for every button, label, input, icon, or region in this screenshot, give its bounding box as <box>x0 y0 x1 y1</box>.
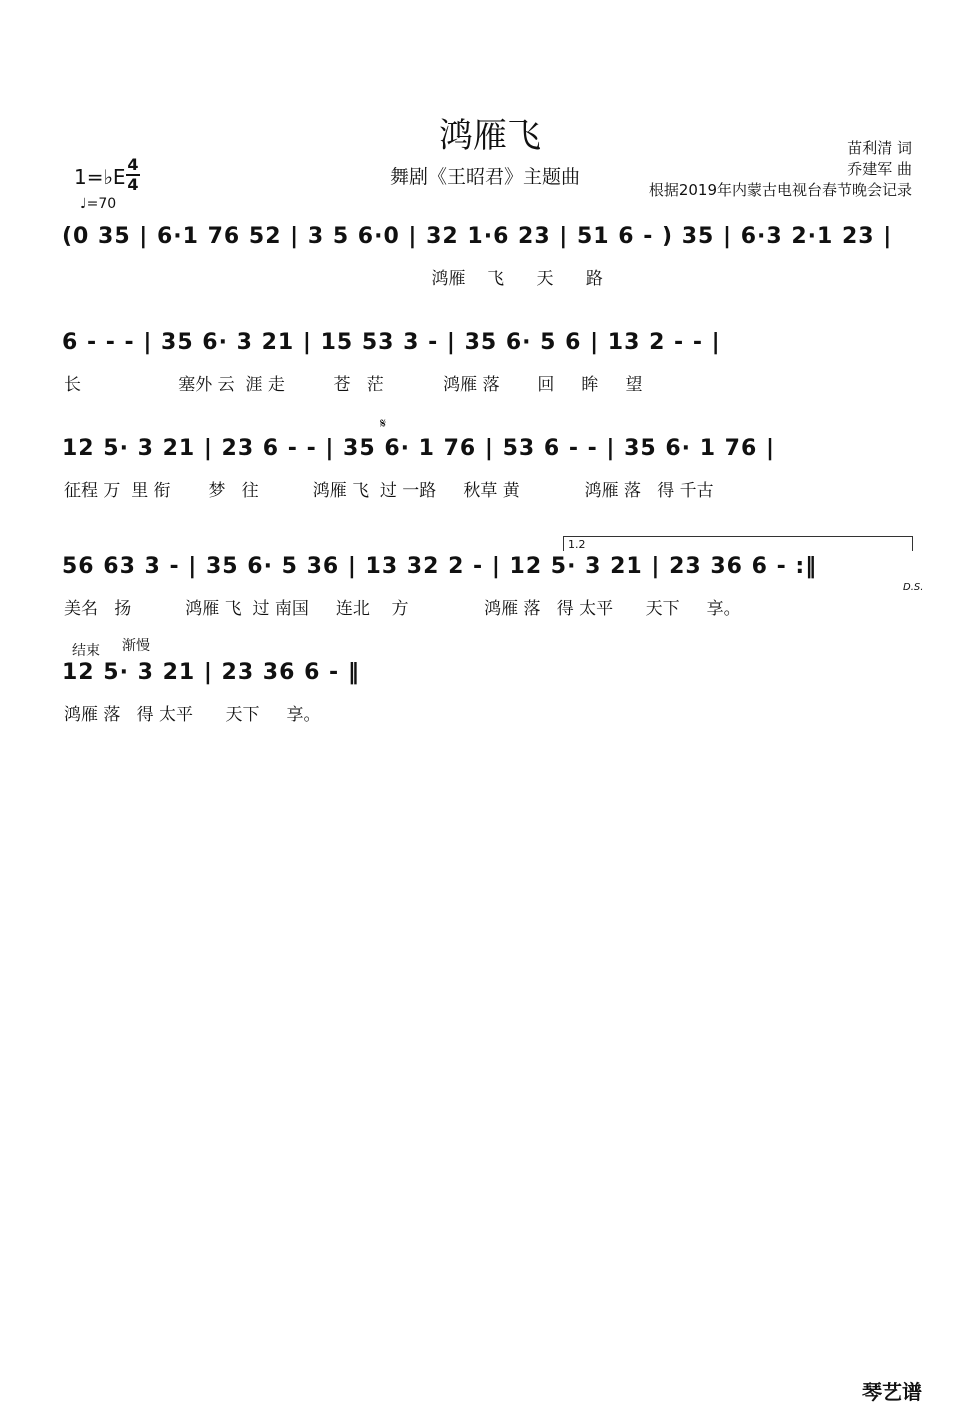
end-mark: 结束 <box>72 643 100 659</box>
music-row-1: (0 35 | 6·1 76 52 | 3 5 6·0 | 32 1·6 23 | 51 6 - ) 35 | 6·3 2·1 23 | <box>62 224 893 249</box>
tempo-value: =70 <box>86 196 117 212</box>
segno-mark: 𝄋 <box>380 416 387 432</box>
score-title: 鸿雁飞 <box>439 116 541 156</box>
volta-label: 1.2 <box>568 538 586 551</box>
time-signature <box>126 156 140 194</box>
time-signature-bottom: 4 <box>127 175 139 194</box>
volta-bracket <box>563 536 913 551</box>
lyric-row-4: 美名 扬 鸿雁 飞 过 南国 连北 方 鸿雁 落 得 太平 天下 享。 <box>64 599 741 619</box>
score-subtitle: 舞剧《王昭君》主题曲 <box>390 166 581 188</box>
time-signature-top: 4 <box>127 155 139 174</box>
key-signature: 1=♭E <box>74 165 126 189</box>
lyricist-credit: 苗利清 词 <box>847 139 912 157</box>
lyric-row-3: 征程 万 里 衔 梦 往 鸿雁 飞 过 一路 秋草 黄 鸿雁 落 得 千古 <box>64 481 714 501</box>
composer-credit: 乔建军 曲 <box>847 160 912 178</box>
logo-text: 琴艺谱 <box>862 1380 922 1404</box>
tempo-marking <box>80 196 116 212</box>
music-row-5: 12 5· 3 21 | 23 36 6 - ‖ <box>62 660 360 685</box>
music-row-3: 12 5· 3 21 | 23 6 - - | 35 6· 1 76 | 53 6 - - | 35 6· 1 76 | <box>62 436 775 461</box>
lyric-row-5: 鸿雁 落 得 太平 天下 享。 <box>64 705 321 725</box>
ds-mark: D.S. <box>903 582 924 593</box>
music-row-4: 56 63 3 - | 35 6· 5 36 | 13 32 2 - | 12 5· 3 21 | 23 36 6 - :‖ <box>62 554 818 579</box>
lyric-row-1: 鸿雁 飞 天 路 <box>64 269 603 289</box>
lyric-row-2: 长 塞外 云 涯 走 苍 茫 鸿雁 落 回 眸 望 <box>64 375 643 395</box>
site-logo <box>862 1376 922 1405</box>
quarter-note-icon: ♩ <box>80 196 87 212</box>
source-note: 根据2019年内蒙古电视台春节晚会记录 <box>648 181 912 199</box>
music-row-2: 6 - - - | 35 6· 3 21 | 15 53 3 - | 35 6· 5 6 | 13 2 - - | <box>62 330 721 355</box>
ritardando-mark: 渐慢 <box>122 638 150 654</box>
